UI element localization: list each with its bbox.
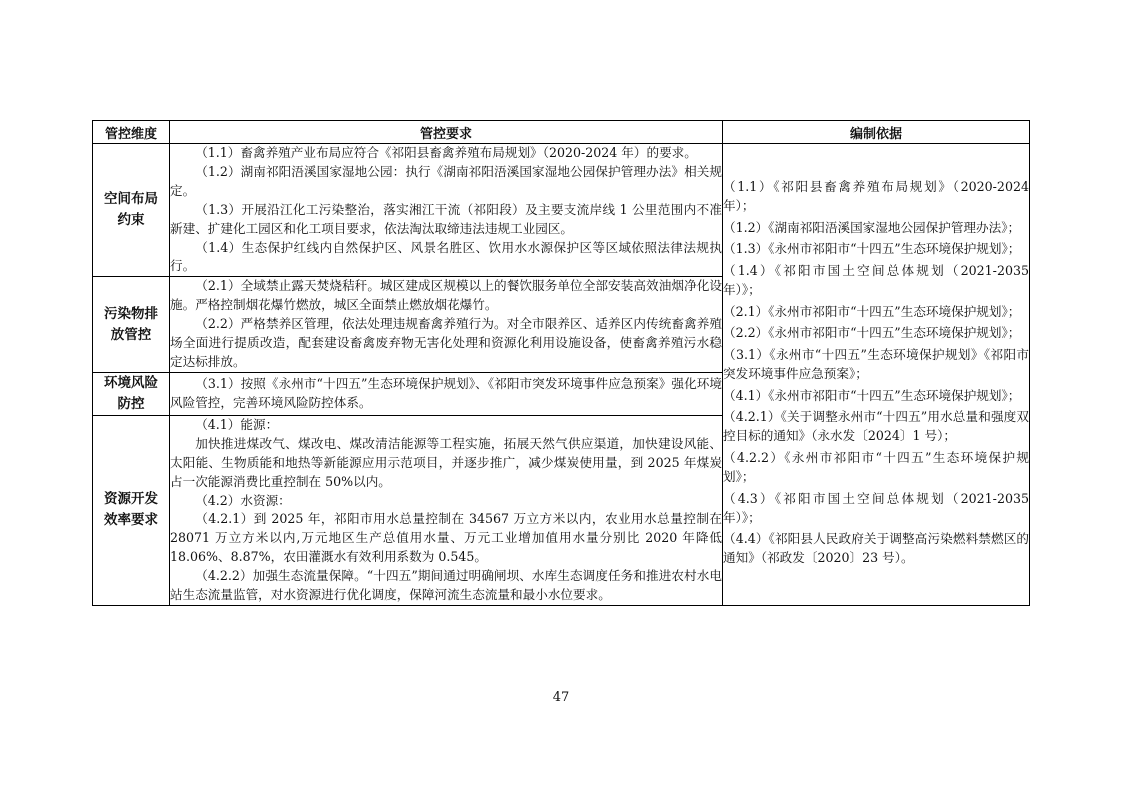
requirement-item: （1.2）湖南祁阳浯溪国家湿地公园：执行《湖南祁阳浯溪国家湿地公园保护管理办法》相关规定。 xyxy=(170,163,722,198)
dimension-cell xyxy=(93,277,170,373)
dimension-cell xyxy=(93,372,170,415)
requirement-item: 加快推进煤改气、煤改电、煤改清洁能源等工程实施，拓展天然气供应渠道，加快建设风能、太阳能、生物质能和地热等新能源应用示范项目，并逐步推广，减少煤炭使用量，到 2025 年煤炭占一次能源消费比重控制在 50%以内。 xyxy=(170,435,722,489)
basis-item: （4.1）《永州市祁阳市“十四五”生态环境保护规划》； xyxy=(723,387,1021,403)
requirement-item: （4.1）能源： xyxy=(195,416,279,432)
basis-item: （3.1）《永州市“十四五”生态环境保护规划》《祁阳市突发环境事件应急预案》； xyxy=(723,347,1029,382)
requirement-item: （4.2.2）加强生态流量保障。“十四五”期间通过明确闸坝、水库生态调度任务和推进农村水电站生态流量监管，对水资源进行优化调度，保障河流生态流量和最小水位要求。 xyxy=(170,568,722,603)
requirements-cell xyxy=(170,144,723,277)
header-dimension: 管控维度 xyxy=(93,121,170,144)
header-basis: 编制依据 xyxy=(723,121,1030,144)
dimension-label-line: 约束 xyxy=(117,212,145,229)
basis-item: （1.2）《湖南祁阳浯溪国家湿地公园保护管理办法》； xyxy=(723,219,1021,235)
requirement-item: （2.2）严格禁养区管理，依法处理违规畜禽养殖行为。对全市限养区、适养区内传统畜禽养殖场全面进行提质改造，配套建设畜禽废弃物无害化处理和资源化利用设施设备，使畜禽养殖污水稳定达标排放。 xyxy=(170,316,722,369)
dimension-label-line: 防控 xyxy=(117,395,145,412)
dimension-cell xyxy=(93,415,170,605)
table-row xyxy=(93,144,1030,277)
requirement-item: （4.2.1）到 2025 年，祁阳市用水总量控制在 34567 万立方米以内，农业用水总量控制在 28071 万立方米以内,万元地区生产总值用水量、万元工业增加值用水量分别比 2020 年降低 18.06%、8.87%，农田灌溉水有效利用系数为 0.545。 xyxy=(170,511,722,565)
requirement-item: （2.1）全域禁止露天焚烧秸秆。城区建成区规模以上的餐饮服务单位全部安装高效油烟净化设施。严格控制烟花爆竹燃放，城区全面禁止燃放烟花爆竹。 xyxy=(170,278,722,313)
basis-item: （4.3）《祁阳市国土空间总体规划（2021-2035 年）》； xyxy=(723,490,1029,525)
basis-item: （2.1）《永州市祁阳市“十四五”生态环境保护规划》； xyxy=(723,303,1021,319)
dimension-label-line: 污染物排 xyxy=(104,305,158,322)
dimension-label-line: 效率要求 xyxy=(104,512,158,529)
basis-item: （4.2.1）《关于调整永州市“十四五”用水总量和强度双控目标的通知》（永水发〔2024〕1 号）； xyxy=(723,409,1029,444)
basis-item: （1.1）《祁阳县畜禽养殖布局规划》（2020-2024 年）； xyxy=(723,179,1029,213)
requirements-cell xyxy=(170,372,723,415)
requirement-item: （1.3）开展沿江化工污染整治，落实湘江干流（祁阳段）及主要支流岸线 1 公里范围内不准新建、扩建化工园区和化工项目要求，依法淘汰取缔违法违规工业园区。 xyxy=(170,201,722,236)
dimension-label-line: 环境风险 xyxy=(104,374,158,391)
requirement-item: （3.1）按照《永州市“十四五”生态环境保护规划》、《祁阳市突发环境事件应急预案》强化环境风险管控，完善环境风险防控体系。 xyxy=(170,375,722,410)
dimension-label-line: 资源开发 xyxy=(104,491,158,508)
header-requirements: 管控要求 xyxy=(170,121,723,144)
basis-item: （1.4）《祁阳市国土空间总体规划（2021-2035 年）》； xyxy=(723,263,1029,297)
requirements-cell xyxy=(170,277,723,373)
requirement-item: （4.2）水资源： xyxy=(195,492,291,508)
basis-cell xyxy=(723,144,1030,606)
requirement-item: （1.1）畜禽养殖产业布局应符合《祁阳县畜禽养殖布局规划》（2020-2024 年）的要求。 xyxy=(195,145,697,160)
dimension-label-line: 空间布局 xyxy=(104,191,158,208)
basis-item: （2.2）《永州市祁阳市“十四五”生态环境保护规划》； xyxy=(723,325,1021,341)
table-header-row xyxy=(93,121,1030,144)
dimension-cell xyxy=(93,144,170,277)
requirements-cell xyxy=(170,415,723,605)
requirement-item: （1.4）生态保护红线内自然保护区、风景名胜区、饮用水水源保护区等区域依照法律法规执行。 xyxy=(170,239,722,274)
control-requirements-table xyxy=(92,120,1030,606)
basis-item: （1.3）《永州市祁阳市“十四五”生态环境保护规划》； xyxy=(723,241,1021,257)
basis-item: （4.4）《祁阳县人民政府关于调整高污染燃料禁燃区的通知》（祁政发〔2020〕23 号）。 xyxy=(723,531,1029,566)
page-number: 47 xyxy=(552,690,570,705)
dimension-label-line: 放管控 xyxy=(110,326,152,343)
basis-item: （4.2.2）《永州市祁阳市“十四五”生态环境保护规划》； xyxy=(723,450,1029,484)
